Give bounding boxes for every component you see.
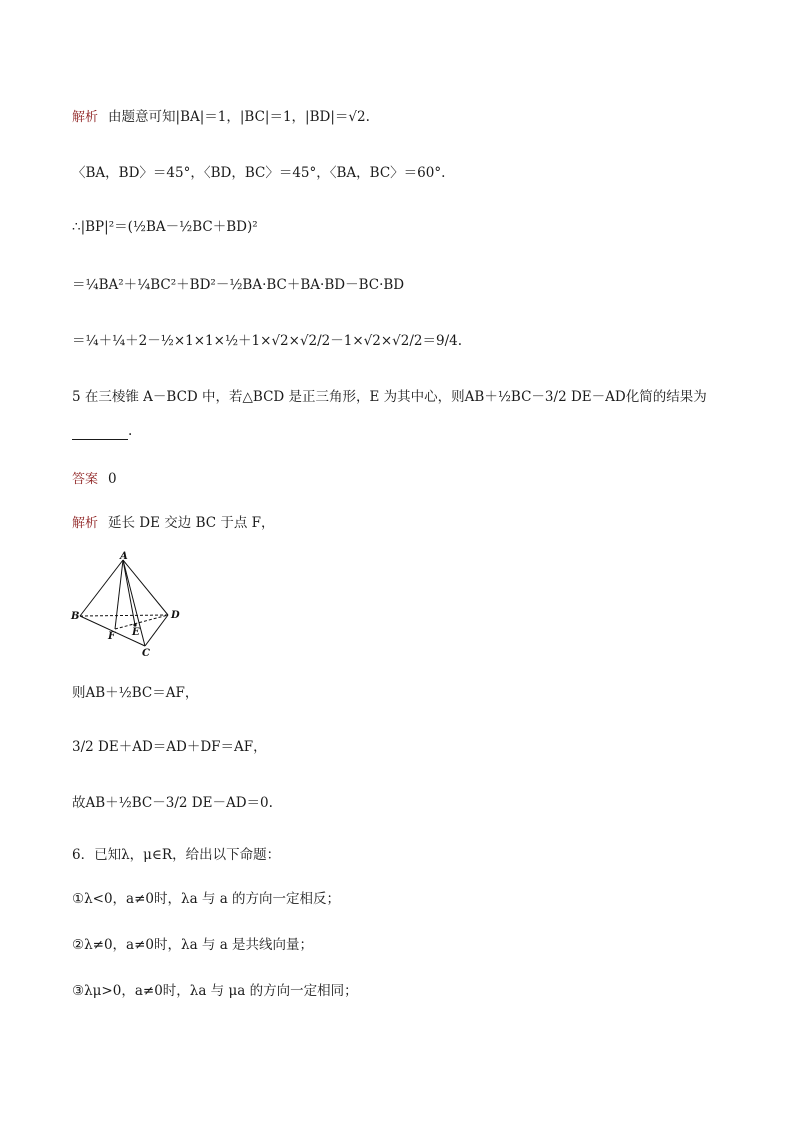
- answer-label: 答案: [72, 472, 99, 487]
- angle-line: 〈BA，BD〉＝45°，〈BD，BC〉＝45°，〈BA，BC〉＝60°.: [72, 165, 446, 181]
- label-A: A: [120, 551, 128, 562]
- label-C: C: [142, 648, 150, 659]
- solution-line-1: [72, 108, 370, 127]
- answer-blank: [72, 425, 128, 440]
- solution-label-2: 解析: [72, 516, 99, 531]
- tetrahedron-figure: [70, 550, 190, 660]
- label-B: B: [71, 611, 80, 622]
- label-E: E: [132, 627, 140, 638]
- solution-label: 解析: [72, 110, 99, 125]
- solution-line-2: [72, 514, 275, 533]
- solution-text-2: 延长 DE 交边 BC 于点 F，: [108, 515, 275, 531]
- edge-AB: [80, 560, 123, 616]
- formula-line-2: ＝¼BA²＋¼BC²＋BD²－½BA·BC＋BA·BD－BC·BD: [72, 277, 405, 293]
- solution-text: 由题意可知|BA|＝1，|BC|＝1，|BD|＝√2.: [108, 109, 370, 125]
- label-D: D: [171, 610, 180, 621]
- step-line-3: 故AB＋½BC－3/2 DE－AD＝0.: [72, 795, 273, 811]
- step-line-2: 3/2 DE＋AD＝AD＋DF＝AF，: [72, 739, 267, 755]
- formula-line-1: ∴|BP|²＝(½BA－½BC＋BD)²: [72, 219, 258, 235]
- edge-BD-dashed: [80, 615, 168, 616]
- label-F: F: [108, 631, 116, 642]
- edge-AF: [115, 560, 123, 629]
- formula-line-3: ＝¼＋¼＋2－½×1×1×½＋1×√2×√2/2－1×√2×√2/2＝9/4.: [72, 333, 463, 349]
- segment-FD-dashed: [115, 615, 168, 629]
- proposition-2: ②λ≠0，a≠0时，λa 与 a 是共线向量；: [72, 937, 314, 953]
- edge-AE: [123, 560, 135, 625]
- answer-value: 0: [108, 471, 117, 487]
- question-5: 5 在三棱锥 A－BCD 中，若△BCD 是正三角形，E 为其中心，则AB＋½BC－3/2 DE－AD化简的结果为: [72, 389, 707, 405]
- question-5-end: .: [128, 423, 133, 439]
- answer-line: [72, 470, 117, 489]
- proposition-1: ①λ<0，a≠0时，λa 与 a 的方向一定相反；: [72, 891, 341, 907]
- question-5-blank: [72, 422, 132, 440]
- question-6: 6．已知λ，μ∈R，给出以下命题：: [72, 847, 281, 863]
- edge-CD: [145, 615, 168, 646]
- proposition-3: ③λμ>0，a≠0时，λa 与 μa 的方向一定相同；: [72, 983, 358, 999]
- step-line-1: 则AB＋½BC＝AF，: [72, 685, 199, 701]
